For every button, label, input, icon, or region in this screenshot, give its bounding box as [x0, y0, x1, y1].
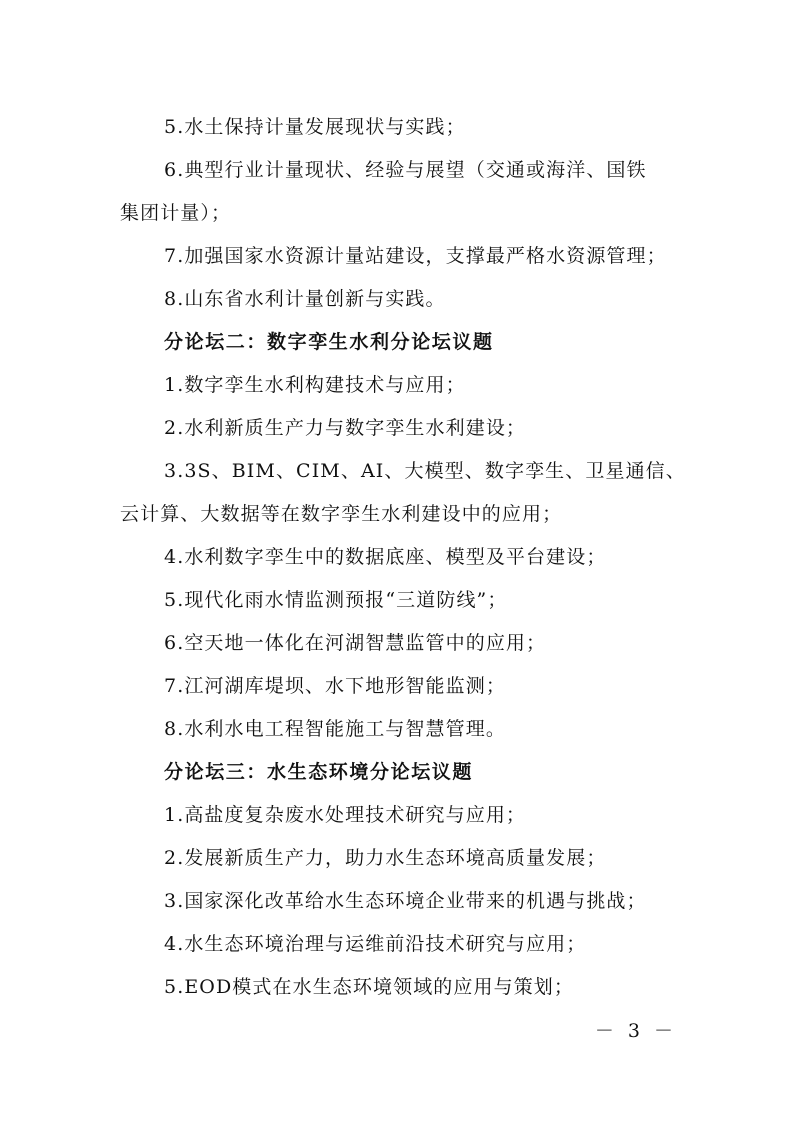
text-line: 4.水生态环境治理与运维前沿技术研究与应用； [164, 933, 587, 955]
text-line: 5.现代化雨水情监测预报“三道防线”； [164, 589, 508, 611]
section-heading: 分论坛二：数字孪生水利分论坛议题 [164, 331, 494, 353]
text-line: 5.水土保持计量发展现状与实践； [164, 116, 466, 138]
text-line: 2.发展新质生产力，助力水生态环境高质量发展； [164, 847, 607, 869]
text-line: 7.加强国家水资源计量站建设，支撑最严格水资源管理； [164, 245, 667, 267]
text-line: 1.高盐度复杂废水处理技术研究与应用； [164, 804, 527, 826]
text-line: 3.3S、BIM、CIM、AI、大模型、数字孪生、卫星通信、 [164, 460, 686, 482]
text-line: 2.水利新质生产力与数字孪生水利建设； [164, 417, 527, 439]
text-line: 集团计量）； [120, 202, 232, 224]
page-number: － 3 － [594, 1020, 677, 1042]
text-line: 6.典型行业计量现状、经验与展望（交通或海洋、国铁 [164, 159, 647, 181]
text-line: 8.水利水电工程智能施工与智慧管理。 [164, 718, 506, 740]
text-line: 云计算、大数据等在数字孪生水利建设中的应用； [120, 503, 563, 525]
text-line: 5.EOD模式在水生态环境领域的应用与策划； [164, 976, 575, 998]
text-line: 1.数字孪生水利构建技术与应用； [164, 374, 466, 396]
text-line: 7.江河湖库堤坝、水下地形智能监测； [164, 675, 506, 697]
document-body [120, 106, 686, 1009]
text-line: 4.水利数字孪生中的数据底座、模型及平台建设； [164, 546, 607, 568]
section-heading: 分论坛三：水生态环境分论坛议题 [164, 761, 474, 783]
text-line: 8.山东省水利计量创新与实践。 [164, 288, 446, 310]
text-line: 6.空天地一体化在河湖智慧监管中的应用； [164, 632, 547, 654]
text-line: 3.国家深化改革给水生态环境企业带来的机遇与挑战； [164, 890, 647, 912]
